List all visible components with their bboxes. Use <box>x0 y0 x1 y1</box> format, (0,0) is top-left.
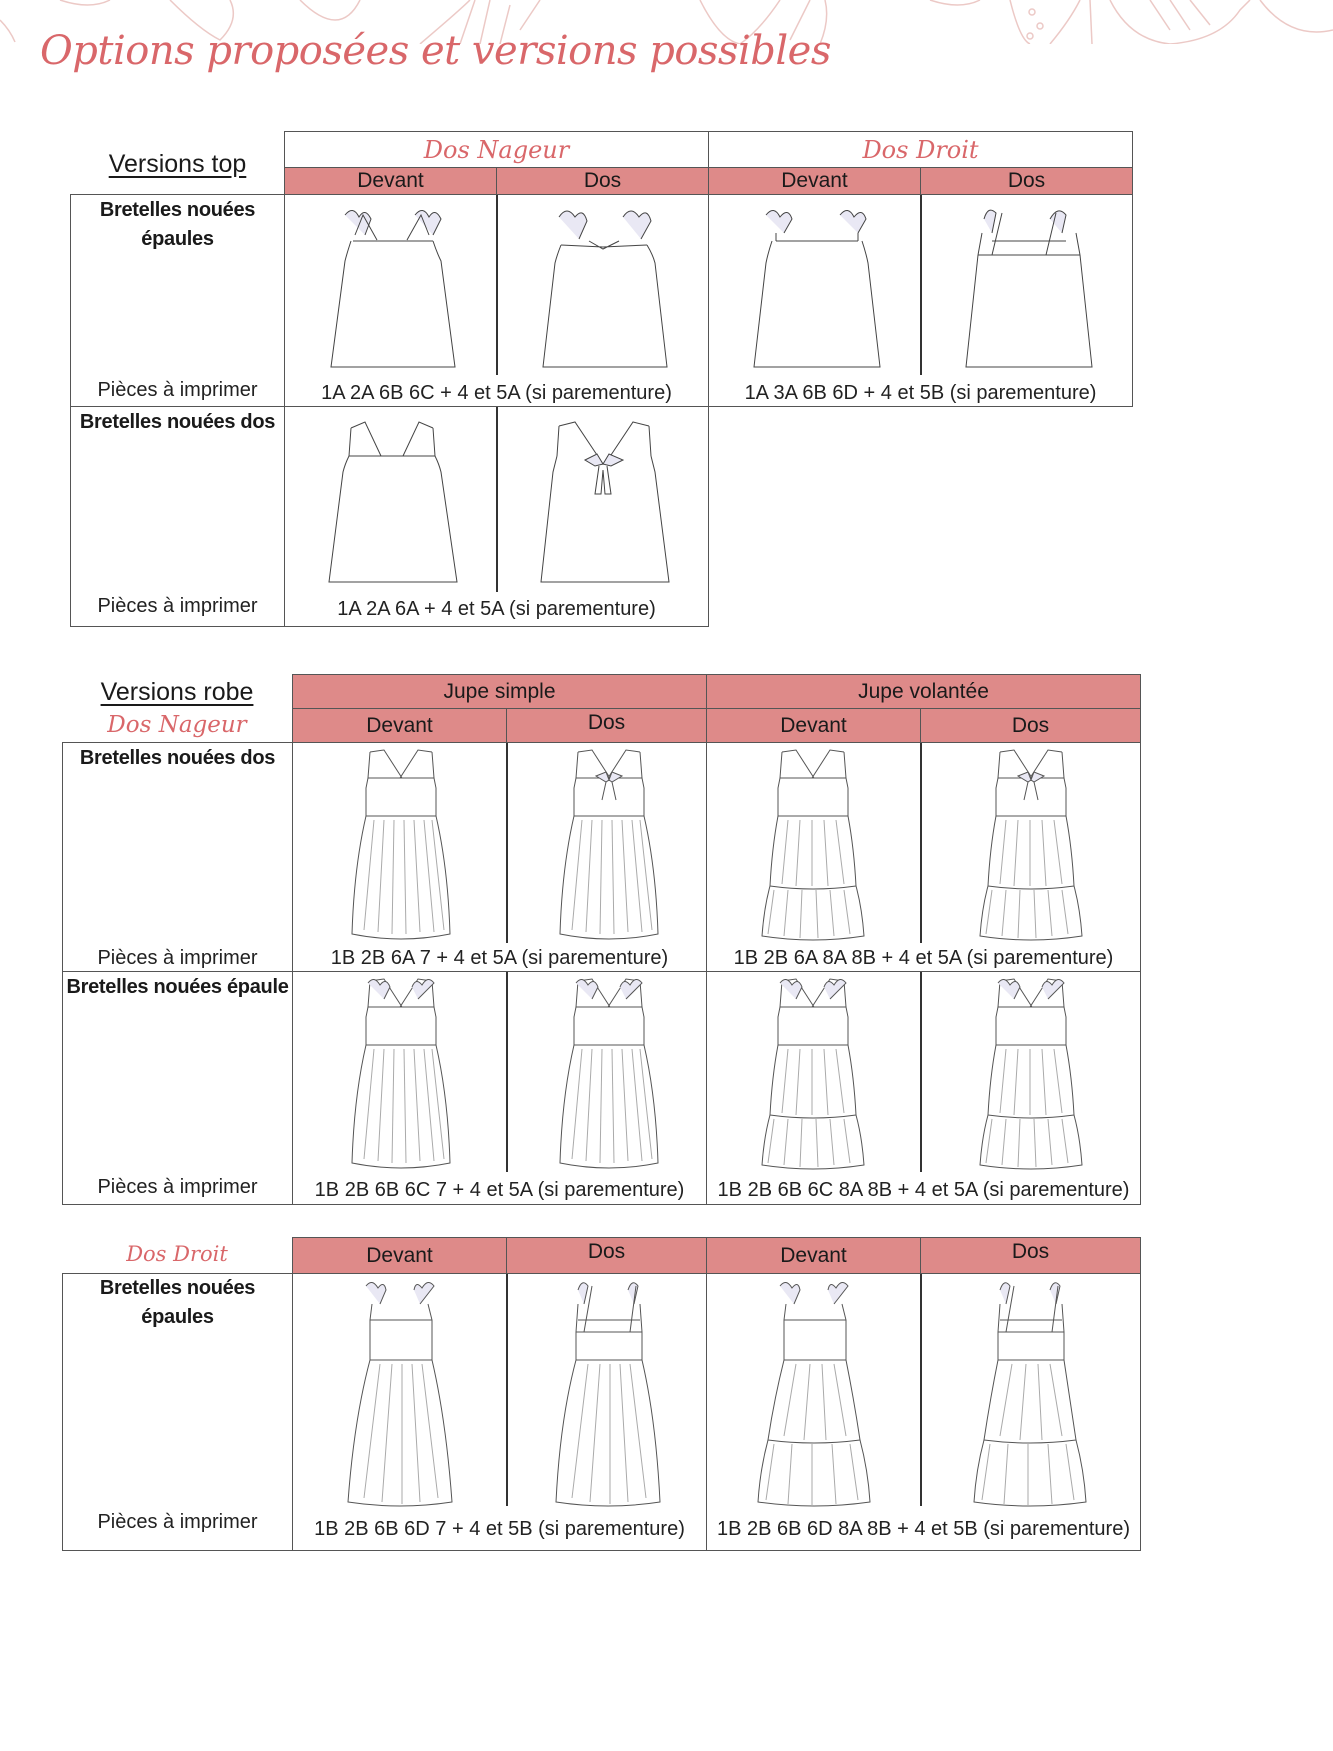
group-header-jupe-simple: Jupe simple <box>292 674 707 709</box>
pieces-value: 1B 2B 6A 8A 8B + 4 et 5A (si parementure) <box>733 947 1114 969</box>
column-header-devant: Devant <box>284 167 497 195</box>
row-label-cell <box>62 742 293 972</box>
row-label-bretelles-nouees-dos: Bretelles nouées dos <box>79 747 276 769</box>
top-swimback-front-back-tie-sketch <box>325 416 460 586</box>
pieces-value: 1A 2A 6B 6C + 4 et 5A (si parementure) <box>321 382 672 404</box>
column-header-devant: Devant <box>706 1237 921 1274</box>
dress-tiered-swimback-front-shoulder-sketch <box>760 977 866 1173</box>
column-header-devant: Devant <box>706 708 921 743</box>
group-title-dos-droit: Dos Droit <box>708 131 1133 168</box>
dress-simple-swimback-front-shoulder-sketch <box>348 977 454 1173</box>
dress-simple-swimback-back-sketch <box>556 748 662 944</box>
pieces-value: 1B 2B 6A 7 + 4 et 5A (si parementure) <box>330 947 669 969</box>
page-title: Options proposées et versions possibles <box>40 28 831 74</box>
dress-tiered-straight-back-sketch <box>970 1280 1090 1508</box>
top-swimback-back-shoulder-ties-sketch <box>537 205 672 370</box>
dress-tiered-swimback-front-sketch <box>760 748 866 944</box>
pieces-value: 1B 2B 6B 6D 8A 8B + 4 et 5B (si parementure) <box>716 1518 1130 1540</box>
column-header-devant: Devant <box>708 167 921 195</box>
top-straight-back-shoulder-ties-sketch <box>962 205 1097 370</box>
section-label-versions-top: Versions top <box>108 150 247 178</box>
dress-simple-swimback-front-sketch <box>348 748 454 944</box>
column-header-dos: Dos <box>920 1237 1141 1274</box>
column-header-dos: Dos <box>496 167 709 195</box>
pieces-label: Pièces à imprimer <box>97 379 258 401</box>
row-label-cell <box>62 971 293 1205</box>
pieces-label: Pièces à imprimer <box>97 595 258 617</box>
dress-simple-straight-back-sketch <box>548 1280 668 1508</box>
pieces-label: Pièces à imprimer <box>97 947 258 969</box>
column-header-dos: Dos <box>506 1237 707 1274</box>
row-label-bretelles-nouees-epaules: Bretelles nouées épaules <box>99 199 256 250</box>
subsection-title-dos-nageur: Dos Nageur <box>107 712 247 738</box>
column-header-devant: Devant <box>292 1237 507 1274</box>
group-header-jupe-volantee: Jupe volantée <box>706 674 1141 709</box>
pieces-value: 1B 2B 6B 6D 7 + 4 et 5B (si parementure) <box>314 1518 685 1540</box>
pieces-value: 1B 2B 6B 6C 8A 8B + 4 et 5A (si parementure) <box>717 1179 1130 1201</box>
group-title-dos-nageur: Dos Nageur <box>284 131 709 168</box>
dress-tiered-swimback-back-shoulder-sketch <box>978 977 1084 1173</box>
top-swimback-back-back-tie-sketch <box>537 416 672 586</box>
row-label-bretelles-nouees-dos: Bretelles nouées dos <box>79 411 276 433</box>
dress-simple-swimback-back-shoulder-sketch <box>556 977 662 1173</box>
pieces-value: 1A 3A 6B 6D + 4 et 5B (si parementure) <box>744 382 1097 404</box>
row-label-cell <box>70 406 285 627</box>
section-label-versions-robe: Versions robe <box>100 678 254 706</box>
subsection-title-dos-droit: Dos Droit <box>126 1242 228 1266</box>
column-header-dos: Dos <box>506 708 707 743</box>
dress-simple-straight-front-sketch <box>340 1280 460 1508</box>
column-header-devant: Devant <box>292 708 507 743</box>
dress-tiered-swimback-back-sketch <box>978 748 1084 944</box>
column-header-dos: Dos <box>920 167 1133 195</box>
pieces-label: Pièces à imprimer <box>97 1176 258 1198</box>
top-swimback-front-shoulder-ties-sketch <box>325 205 460 370</box>
pieces-label: Pièces à imprimer <box>97 1511 258 1533</box>
row-label-bretelles-nouees-epaules: Bretelles nouées épaules <box>99 1277 256 1328</box>
row-label-bretelles-nouees-epaule: Bretelles nouées épaule <box>66 976 289 998</box>
top-straight-front-shoulder-ties-sketch <box>750 205 885 370</box>
pieces-value: 1B 2B 6B 6C 7 + 4 et 5A (si parementure) <box>314 1179 685 1201</box>
dress-tiered-straight-front-sketch <box>754 1280 874 1508</box>
pieces-value: 1A 2A 6A + 4 et 5A (si parementure) <box>337 598 656 620</box>
column-header-dos: Dos <box>920 708 1141 743</box>
